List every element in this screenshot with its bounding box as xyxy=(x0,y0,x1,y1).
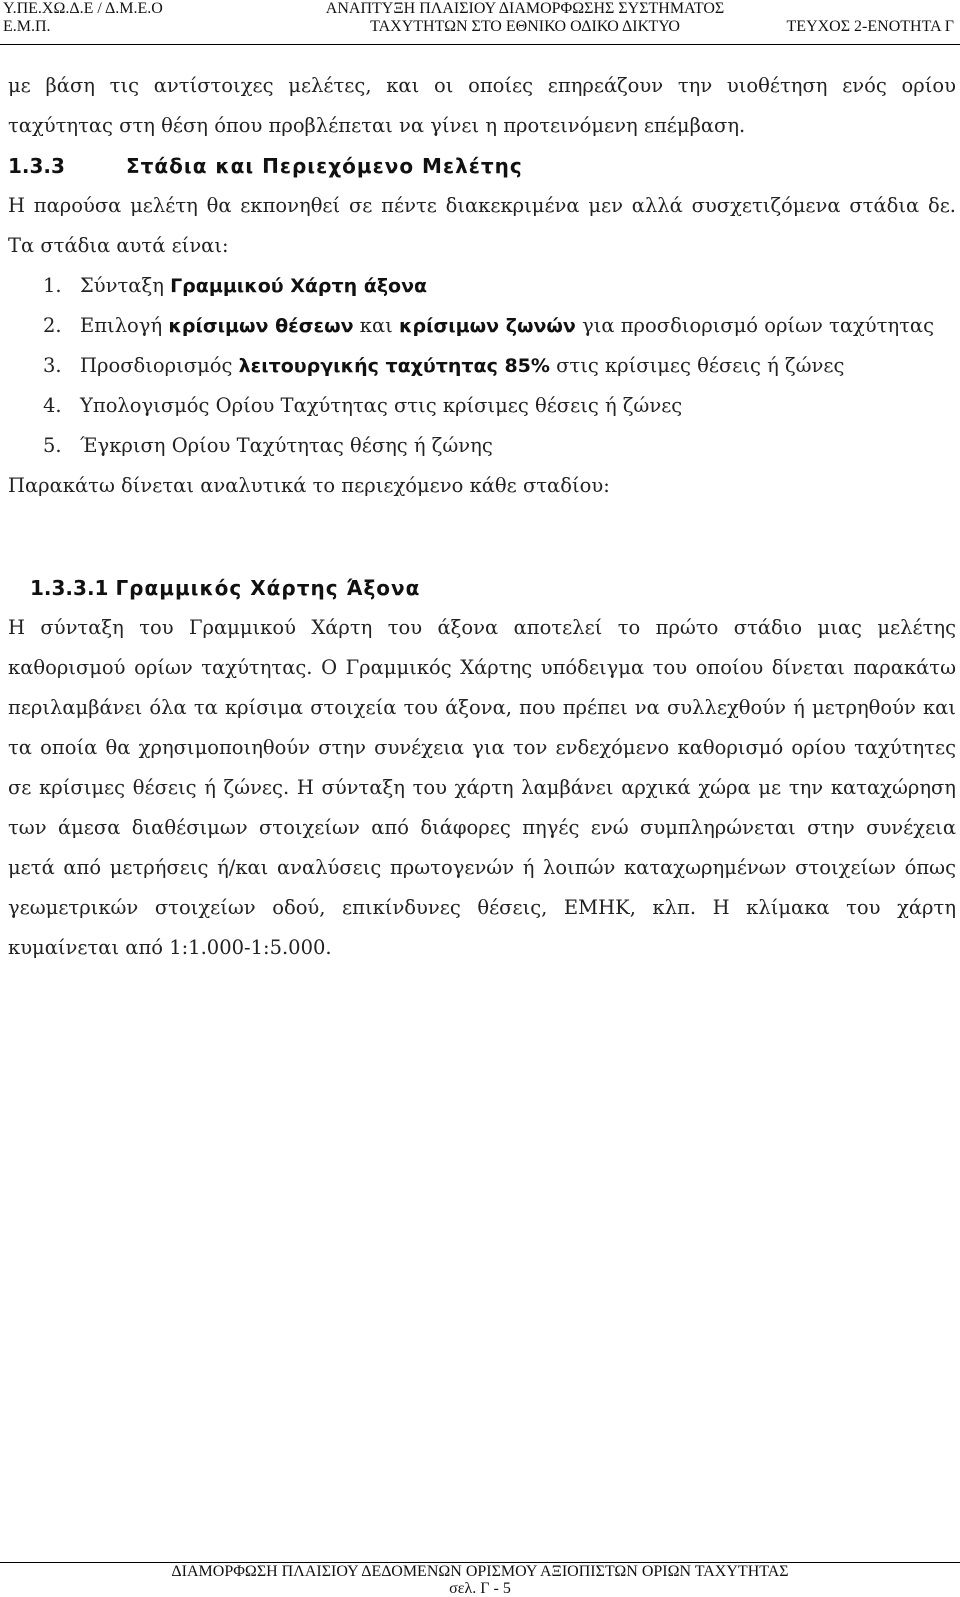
section-heading-1-3-3 xyxy=(8,146,956,186)
header-project-title-line2: ΤΑΧΥΤΗΤΩΝ ΣΤΟ ΕΘΝΙΚΟ ΟΔΙΚΟ ΔΙΚΤΥΟ xyxy=(370,18,680,35)
list-item: 2. Επιλογή κρίσιμων θέσεων και κρίσιμων ζωνών για προσδιορισμό ορίων ταχύτητας xyxy=(8,306,956,346)
list-item: 3. Προσδιορισμός λειτουργικής ταχύτητας 85% στις κρίσιμες θέσεις ή ζώνες xyxy=(8,346,956,386)
list-item-number: 5. xyxy=(43,434,62,457)
header-project-title-line1: ΑΝΑΠΤΥΞΗ ΠΛΑΙΣΙΟΥ ΔΙΑΜΟΡΦΩΣΗΣ ΣΥΣΤΗΜΑΤΟΣ xyxy=(325,0,725,17)
section-lead-paragraph: Η παρούσα μελέτη θα εκπονηθεί σε πέντε διακεκριμένα μεν αλλά συσχετιζόμενα στάδια δε. Τα στάδια αυτά είναι: xyxy=(8,194,956,257)
bold-term: λειτουργικής ταχύτητας 85% xyxy=(238,355,550,377)
bold-term: κρίσιμων ζωνών xyxy=(398,315,576,337)
header-institution: Ε.Μ.Π. xyxy=(3,18,51,35)
stages-list xyxy=(8,266,956,466)
list-item-number: 3. xyxy=(43,354,62,377)
list-item: 5. Έγκριση Ορίου Ταχύτητας θέσης ή ζώνης xyxy=(8,426,956,466)
page-header xyxy=(0,0,960,45)
bold-term: κρίσιμων θέσεων xyxy=(168,315,354,337)
subsection-number: 1.3.3.1 xyxy=(30,576,109,600)
list-item-number: 2. xyxy=(43,314,62,337)
list-item: 1. Σύνταξη Γραμμικού Χάρτη άξονα xyxy=(8,266,956,306)
bold-term: Γραμμικού Χάρτη άξονα xyxy=(170,275,428,297)
subsection-title: Γραμμικός Χάρτης Άξονα xyxy=(115,576,421,600)
footer-title: ΔΙΑΜΟΡΦΩΣΗ ΠΛΑΙΣΙΟΥ ΔΕΔΟΜΕΝΩΝ ΟΡΙΣΜΟΥ ΑΞΙΟΠΙΣΤΩΝ ΟΡΙΩΝ ΤΑΧΥΤΗΤΑΣ xyxy=(171,1563,789,1580)
section-title: Στάδια και Περιεχόμενο Μελέτης xyxy=(126,154,523,178)
section-heading-1-3-3-1 xyxy=(8,568,956,608)
intro-paragraph: με βάση τις αντίστοιχες μελέτες, και οι οποίες επηρεάζουν την υιοθέτηση ενός ορίου ταχύτητας στη θέση όπου προβλέπεται να γίνει η προτεινόμενη επέμβαση. xyxy=(8,74,956,137)
list-item-number: 1. xyxy=(43,274,62,297)
section-number: 1.3.3 xyxy=(8,154,65,178)
subsection-paragraph: Η σύνταξη του Γραμμικού Χάρτη του άξονα αποτελεί το πρώτο στάδιο μιας μελέτης καθορισμού ορίων ταχύτητας. Ο Γραμμικός Χάρτης υπόδειγμα του οποίου δίνεται παρακάτω περιλαμβάνει όλα τα κρίσιμα στοιχεία του άξονα, που πρέπει να συλλεχθούν ή μετρηθούν και τα οποία θα χρησιμοποιηθούν στην συνέχεια για τον ενδεχόμενο καθορισμό ορίου ταχύτητες σε κρίσιμες θέσεις ή ζώνες. Η σύνταξη του χάρτη λαμβάνει αρχικά χώρα με την καταχώρηση των άμεσα διαθέσιμων στοιχείων από διάφορες πηγές ενώ συμπληρώνεται στην συνέχεια μετά από μετρήσεις ή/και αναλύσεις πρωτογενών ή λοιπών καταχωρημένων στοιχείων όπως γεωμετρικών στοιχείων οδού, επικίνδυνες θέσεις, ΕΜΗΚ, κλπ. Η κλίμακα του χάρτη κυμαίνεται από 1:1.000-1:5.000. xyxy=(8,616,956,959)
list-item-number: 4. xyxy=(43,394,62,417)
spacer xyxy=(8,506,956,568)
document-body xyxy=(8,66,956,968)
page-number: σελ. Γ - 5 xyxy=(449,1580,511,1597)
header-org: Υ.ΠΕ.ΧΩ.Δ.Ε / Δ.Μ.Ε.Ο xyxy=(3,0,163,17)
list-item: 4. Υπολογισμός Ορίου Ταχύτητας στις κρίσιμες θέσεις ή ζώνες xyxy=(8,386,956,426)
header-volume-section: ΤΕΥΧΟΣ 2-ΕΝΟΤΗΤΑ Γ xyxy=(786,18,954,35)
section-outro-paragraph: Παρακάτω δίνεται αναλυτικά το περιεχόμενο κάθε σταδίου: xyxy=(8,474,610,497)
page-footer xyxy=(0,1562,960,1597)
